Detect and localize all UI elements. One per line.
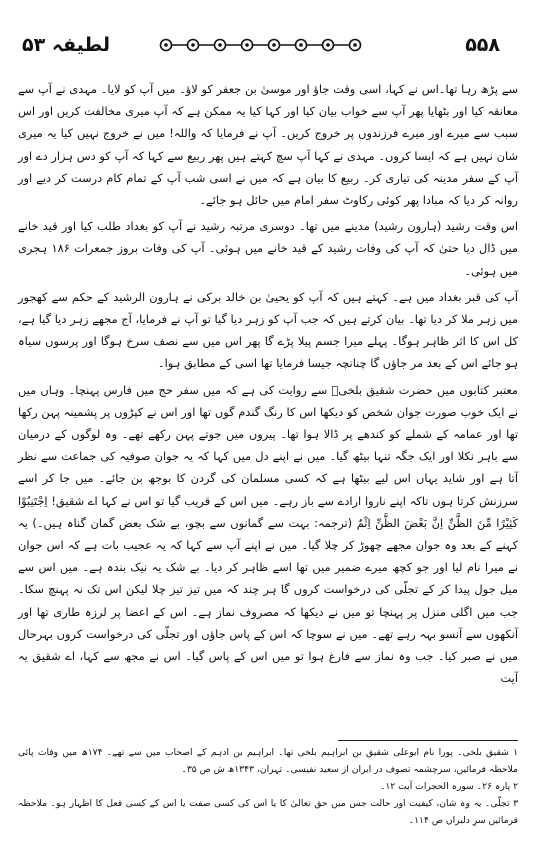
footnote: ۳ تجلّی۔ یہ وہ شان، کیفیت اور حالت جس میں حق تعالیٰ کا یا اس کی کسی صفت یا اس کے کسی فعل کا اظہار ہو۔ ملاحظہ فرمائیں سرِ دلبراں ص ۱۱۴۔ <box>18 798 518 826</box>
page-header <box>0 28 540 62</box>
footnote: ۲ پارہ ۲۶۔ سورہ الحجرات آیت ۱۲۔ <box>379 781 518 792</box>
page-number: ۵۵۸ <box>465 34 500 56</box>
paragraph: آپ کی قبر بغداد میں ہے۔ کہتے ہیں کہ آپ کو یحییٰ بن خالد برکی نے ہارون الرشید کے حکم سے کھجور میں زہر ملا کر دیا تھا۔ بیان کرتے ہیں کہ جب آپ کو زہر دیا گیا تو آپ نے فرمایا، آج مجھے زہر دیا گیا ہے، کل اس کا اثر ظاہر ہوگا۔ پہلے میرا جسم پیلا پڑے گا پھر اس میں سے نصف سرخ ہوگا اور پرسوں سیاہ ہو جائے اس کے بعد مر جاؤں گا چنانچہ جیسا فرمایا تھا اسی کے مطابق ہوا۔ <box>18 289 518 371</box>
footnote-divider <box>338 740 518 741</box>
main-text <box>18 78 518 689</box>
paragraph: اس وقت رشید (ہارون رشید) مدینے میں تھا۔ دوسری مرتبہ رشید نے آپ کو بغداد طلب کیا اور قید خانے میں ڈال دیا حتیٰ کہ آپ کی وفات رشید کے قید خانے میں ہوئی۔ آپ کی وفات بروز جمعرات ۱۸۶ ہجری میں ہوئی۔ <box>18 219 518 278</box>
footnote: ۱ شقیق بلخی۔ پورا نام ابوعلی شقیق بن ابراہیم بلخی تھا۔ ابراہیم بن ادہم کے اصحاب میں سے تھے۔ ۱۷۴ھ میں وفات پائی ملاحظہ فرمائیں، سرچشمہ تصوف در ایران از سعید نفیسی۔ تہران، ۱۳۴۳ھ ش ص ۳۵۔ <box>18 747 518 775</box>
paragraph: سے پڑھ رہا تھا۔اس نے کہا، اسی وقت جاؤ اور موسیٰ بن جعفر کو لاؤ۔ میں آپ کو لایا۔ مہدی نے آپ سے معانقہ کیا اور بٹھایا پھر آپ سے خواب بیان کیا اور کہا کیا یہ ممکن ہے کہ آپ میری مخالفت کریں اور اس سبب سے میرے اور میرے فرزندوں پر خروج کریں۔ آپ نے فرمایا کہ واللہ! میں نے خروج نہیں کیا یہ میری شان نہیں ہے کہ ایسا کروں۔ مہدی نے کہا آپ سچ کہتے ہیں پھر ربیع سے کہا کہ آپ کو دس ہزار دے اور آپ کے سفر مدینہ کی تیاری کر۔ ربیع کا بیان ہے کہ میں نے اسی شب آپ کے تمام کام درست کر دیے اور روانہ کر دیا کہ مبادا پھر کوئی رکاوٹ سفر امام میں حائل ہو جائے۔ <box>18 82 518 208</box>
section-title: لطیفہ ۵۳ <box>22 34 111 56</box>
footnotes <box>18 744 518 829</box>
header-ornament-icon <box>158 34 378 56</box>
paragraph: معتبر کتابوں میں حضرت شقیق بلخیؒ سے روایت کی ہے کہ میں سفر حج میں فارس پہنچا۔ وہاں میں نے ایک خوب صورت جوان شخص کو دیکھا اس کا رنگ گندم گوں تھا اور اس نے کپڑوں پر پشمینہ پہن رکھا تھا اور عمامہ کے شملے کو کندھے پر ڈالا ہوا تھا۔ پیروں میں جوتے پہن رکھے تھے۔ وہ لوگوں کے درمیان سے باہر نکلا اور ایک جگہ تنہا بیٹھ گیا۔ میں نے اپنے دل میں کہا کہ یہ جوان صوفیہ کی جماعت سے نظر آتا ہے اور شاید یہاں اس لیے بیٹھا ہے کہ کسی مسلمان کی گردن کا بوجھ بن جائے۔ میں جا کر اسے سرزنش کرتا ہوں تاکہ اپنے ناروا ارادے سے باز رہے۔ میں اس کے قریب گیا تو اس نے کہا اے شقیق! اِجْتَنِبُوْا كَثِيْرًا مِّنَ الظَّنِّ اِنَّ بَعْضَ الظَّنِّ اِثْمٌ (ترجمہ: بہت سے گمانوں سے بچو، بے شک بعض گمان گناہ ہیں۔) یہ کہنے کے بعد وہ جوان مجھے چھوڑ کر چلا گیا۔ میں نے اپنے آپ سے کہا کہ یہ عجیب بات ہے کہ اس جوان نے میرا نام لیا اور جو کچھ میرے ضمیر میں تھا اسے ظاہر کر دیا۔ بے شک یہ نیک بندہ ہے۔ میں اس سے میل جول پیدا کر کے تجلّی کی درخواست کروں گا ہر چند کہ میں تیز تیز چلا لیکن اس تک نہ پہنچ سکا۔ جب میں اگلی منزل پر پہنچا تو میں نے دیکھا کہ مصروف نماز ہے۔ اس کے اعضا پر لرزہ طاری تھا اور آنکھوں سے آنسو بہہ رہے تھے۔ میں نے سوچا کہ اس کے پاس جاؤں اور تجلّی کی درخواست کروں بہرحال میں نے صبر کیا۔ جب وہ نماز سے فارغ ہوا تو میں اس کے پاس گیا۔ اس نے مجھ سے کہا، اے شقیق یہ آیت <box>18 382 518 686</box>
